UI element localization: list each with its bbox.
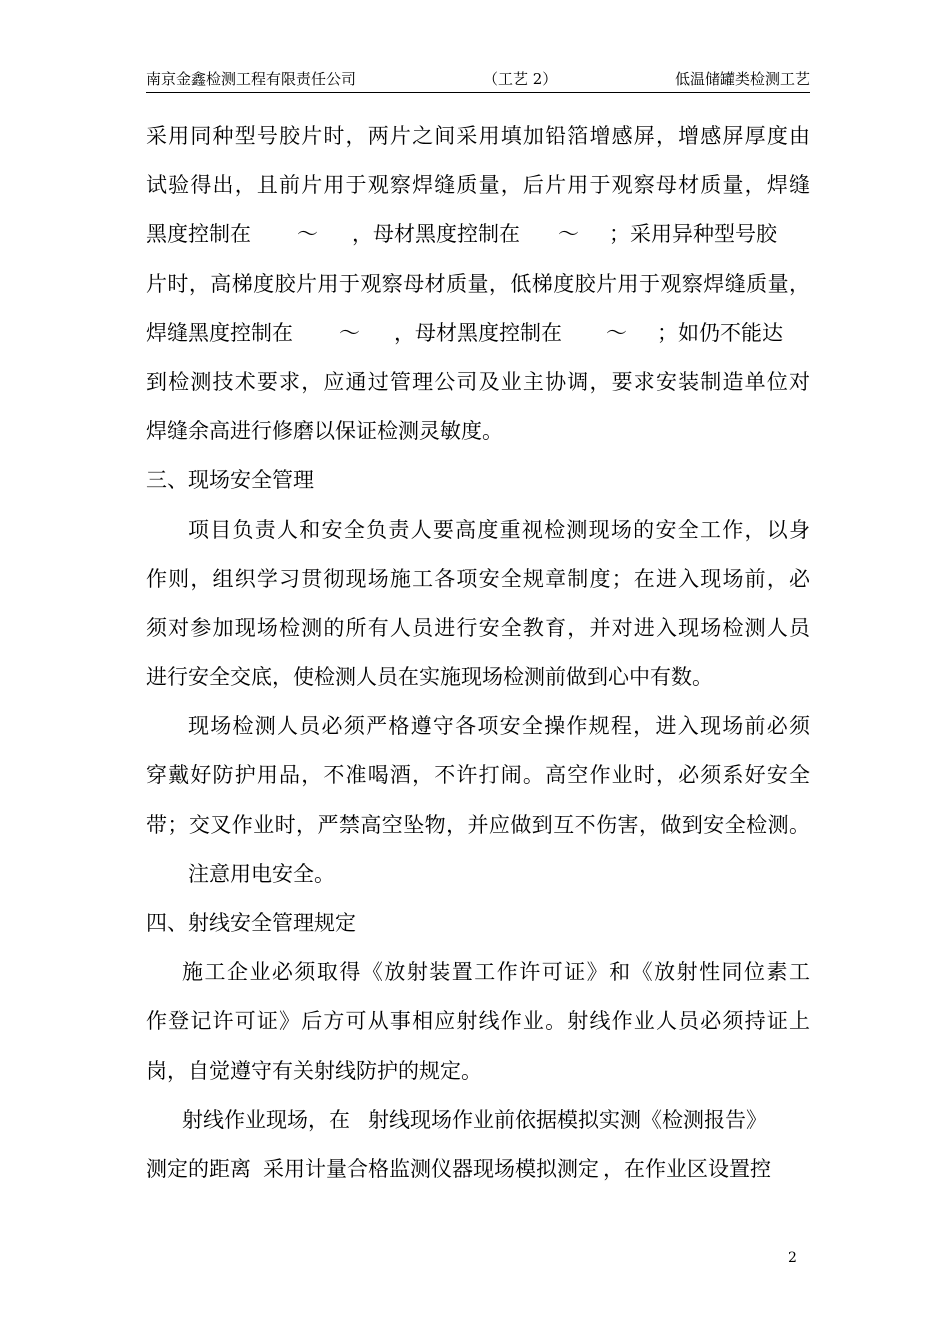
text-line: 项目负责人和安全负责人要高度重视检测现场的安全工作，以身 [188,517,810,542]
page-number: 2 [788,1250,797,1266]
text-line: 片时，高梯度胶片用于观察母材质量，低梯度胶片用于观察焊缝质量， [146,271,810,296]
text-line: 焊缝余高进行修磨以保证检测灵敏度。 [146,419,503,444]
text-line: 施工企业必须取得《放射装置工作许可证》和《放射性同位素工 [182,960,810,985]
text-line: 带；交叉作业时，严禁高空坠物，并应做到互不伤害，做到安全检测。 [146,812,810,837]
text-line: 作则，组织学习贯彻现场施工各项安全规章制度；在进入现场前，必 [146,566,810,591]
text-line: 到检测技术要求，应通过管理公司及业主协调，要求安装制造单位对 [146,369,810,394]
text-line: 岗，自觉遵守有关射线防护的规定。 [146,1058,482,1083]
text-line: 须对参加现场检测的所有人员进行安全教育，并对进入现场检测人员 [146,615,810,640]
text-line: 进行安全交底，使检测人员在实施现场检测前做到心中有数。 [146,665,713,690]
page-header [146,68,810,93]
section-heading: 四、射线安全管理规定 [146,911,356,935]
text-line: 射线作业现场，在 射线现场作业前依据模拟实测《检测报告》 [182,1107,767,1132]
text-line: 焊缝黑度控制在 ～ ，母材黑度控制在 ～ ；如仍不能达 [146,320,783,345]
section-heading: 三、现场安全管理 [146,468,314,493]
text-line: 穿戴好防护用品，不准喝酒，不许打闹。高空作业时，必须系好安全 [146,763,810,788]
header-doc-title: 低温储罐类检测工艺 [674,70,810,88]
text-line: 试验得出，且前片用于观察焊缝质量，后片用于观察母材质量，焊缝 [146,173,810,198]
text-line: 注意用电安全。 [188,861,335,886]
header-section: （工艺 2） [483,70,558,88]
text-line: 黑度控制在 ～ ，母材黑度控制在 ～ ；采用异种型号胶 [146,222,777,247]
text-line: 现场检测人员必须严格遵守各项安全操作规程，进入现场前必须 [188,714,810,739]
text-line: 采用同种型号胶片时，两片之间采用填加铅箔增感屏，增感屏厚度由 [146,124,810,148]
header-company: 南京金鑫检测工程有限责任公司 [146,70,357,88]
text-line: 作登记许可证》后方可从事相应射线作业。射线作业人员必须持证上 [146,1009,810,1034]
document-body [146,112,810,1194]
text-line: 测定的距离 采用计量合格监测仪器现场模拟测定 ，在作业区设置控 [146,1156,771,1181]
